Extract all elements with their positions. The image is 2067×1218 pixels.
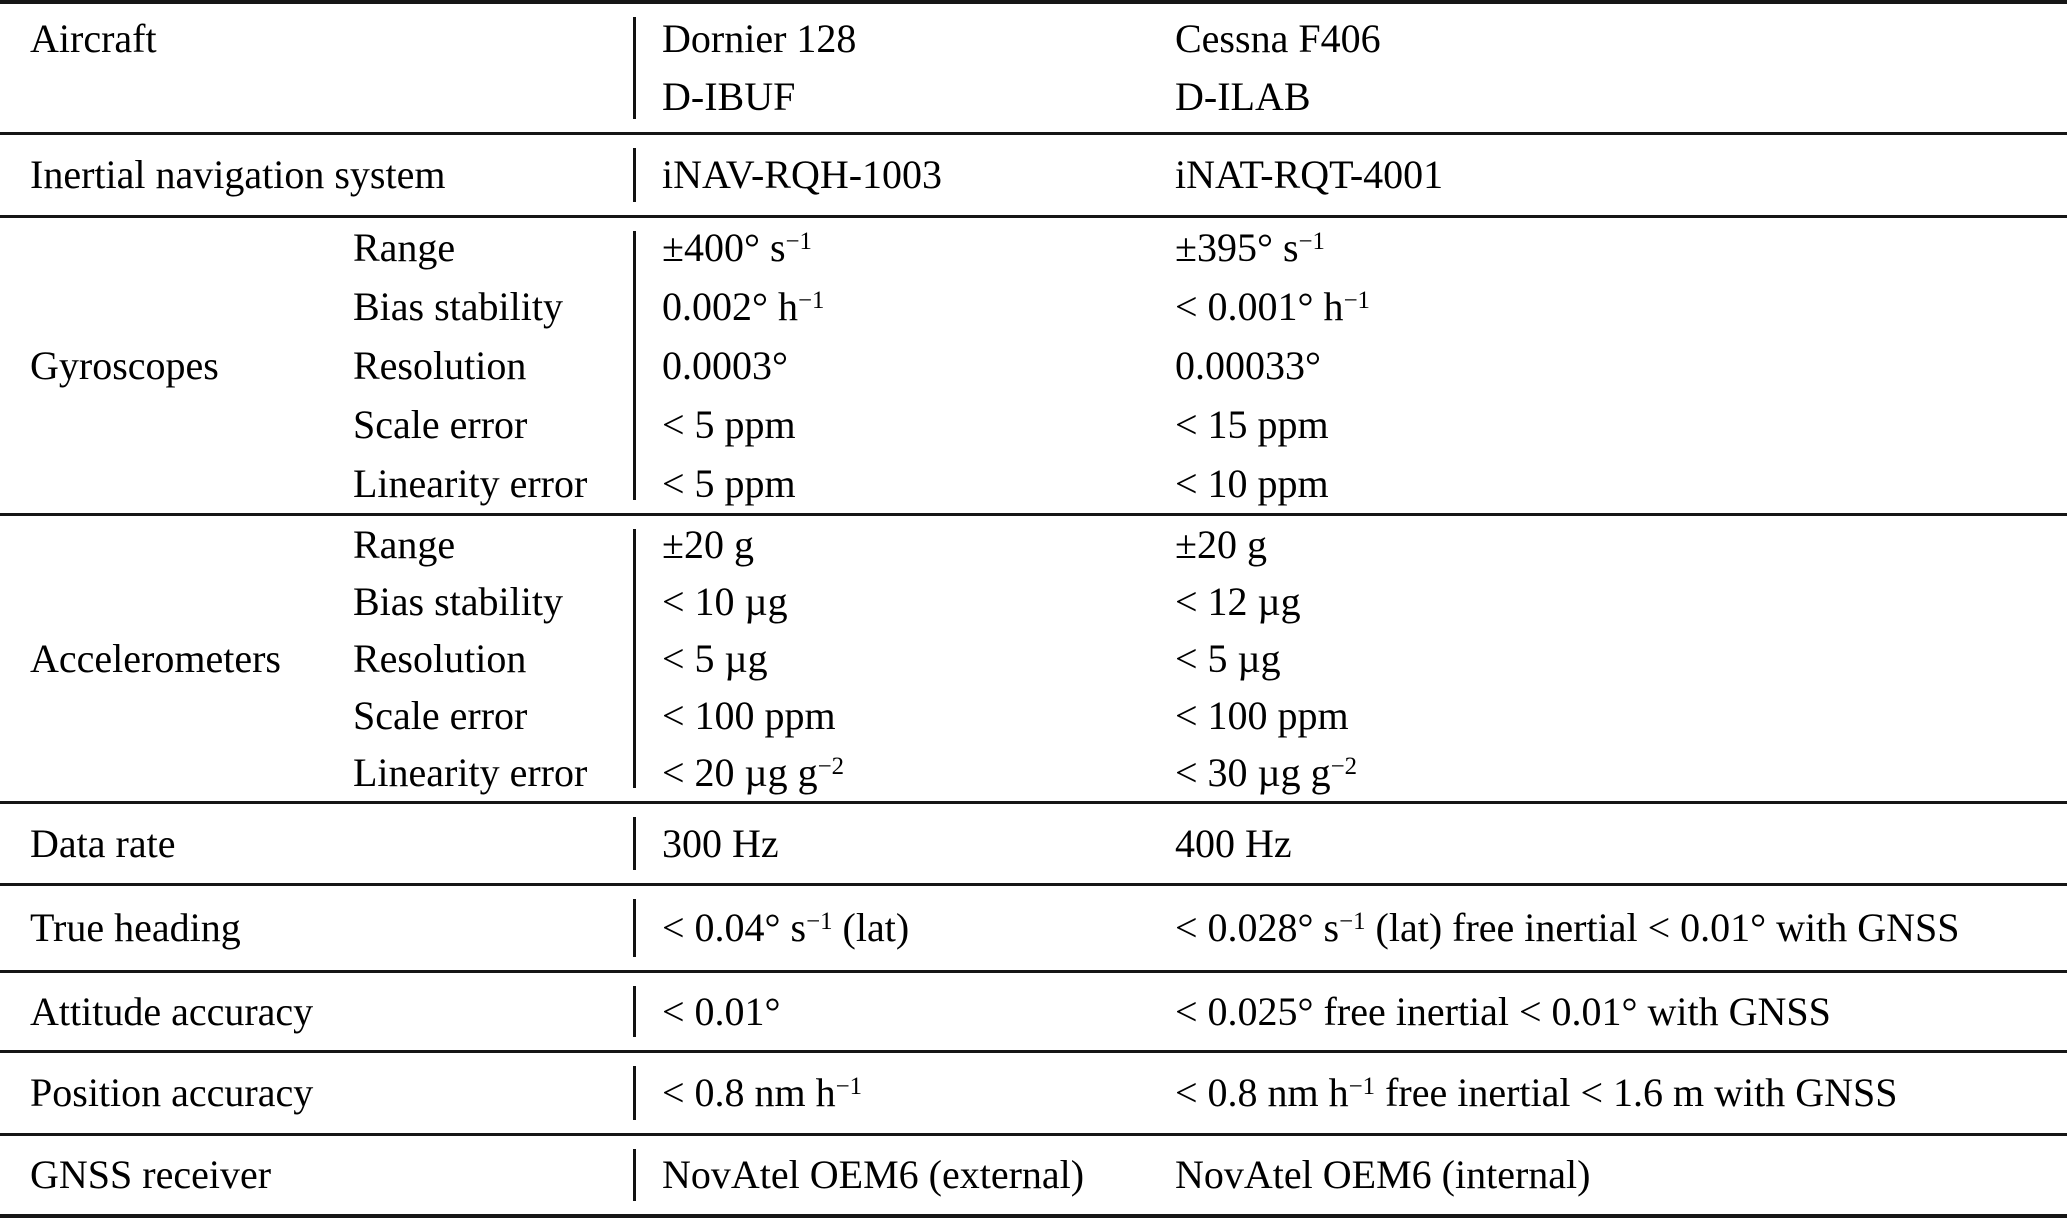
- dornier-value: < 0.04° $s^{-1}$ (lat): [662, 905, 910, 950]
- row-true-heading: [0, 883, 2067, 970]
- spec-value-cessna: ±395° $s^{-1}$: [1175, 225, 1325, 270]
- row-label: [0, 630, 353, 687]
- cessna-values: [1175, 218, 2067, 513]
- spec-value-dornier: < 10 µg: [662, 579, 788, 624]
- row-label: [0, 1146, 353, 1204]
- spec-param: Resolution: [353, 636, 527, 681]
- row-label-text: Accelerometers: [30, 636, 281, 681]
- row-label: [0, 899, 353, 957]
- row-gnss-receiver: [0, 1133, 2067, 1214]
- dornier-value: 300 Hz: [662, 820, 779, 866]
- table-rows: [0, 4, 2067, 1214]
- spec-value-dornier: < 20 µg $g^{-2}$: [662, 750, 844, 795]
- spec-value-cessna: < 30 µg $g^{-2}$: [1175, 750, 1357, 795]
- spec-value-cessna: < 15 ppm: [1175, 402, 1329, 447]
- dornier-value-cell: [633, 815, 1175, 873]
- cessna-value: < 0.028° $s^{-1}$ (lat) free inertial < 0.01° with GNSS: [1175, 905, 1960, 950]
- spec-value-cessna: < 10 ppm: [1175, 461, 1329, 506]
- cessna-value-cell: [1175, 1064, 2067, 1122]
- spec-value-dornier: ±20 g: [662, 522, 754, 567]
- spec-value-cessna: 0.00033°: [1175, 343, 1321, 388]
- spec-params: [353, 516, 633, 801]
- spec-param: Scale error: [353, 693, 528, 738]
- cessna-value-cell: [1175, 815, 2067, 873]
- row-label-text: GNSS receiver: [30, 1152, 272, 1197]
- spec-param: Range: [353, 522, 456, 567]
- cessna-value-cell: [1175, 983, 2067, 1041]
- row-attitude-accuracy: [0, 970, 2067, 1050]
- spec-value-dornier: < 100 ppm: [662, 693, 836, 738]
- spec-value-dornier: < 5 ppm: [662, 402, 796, 447]
- dornier-value: NovAtel OEM6 (external): [662, 1152, 1085, 1197]
- row-label-text: True heading: [30, 905, 241, 950]
- row-label-text: Data rate: [30, 820, 176, 866]
- dornier-value-cell: [633, 1146, 1175, 1204]
- spec-value-cessna: < 5 µg: [1175, 636, 1281, 681]
- dornier-aircraft-cell: [633, 4, 1175, 126]
- dornier-values: [633, 516, 1175, 801]
- cessna-value: < 0.025° free inertial < 0.01° with GNSS: [1175, 988, 1831, 1034]
- spec-params: [353, 218, 633, 513]
- row-position-accuracy: [0, 1050, 2067, 1133]
- row-label-text: Gyroscopes: [30, 343, 219, 388]
- cessna-value-cell: [1175, 146, 2067, 204]
- row-label-text: Attitude accuracy: [30, 988, 314, 1034]
- spec-param: Linearity error: [353, 750, 588, 795]
- dornier-value: iNAV-RQH-1003: [662, 152, 943, 197]
- spec-value-dornier: < 5 µg: [662, 636, 768, 681]
- spec-value-dornier: ±400° $s^{-1}$: [662, 225, 812, 270]
- row-label-text: Inertial navigation system: [30, 152, 446, 197]
- dornier-value: < 0.01°: [662, 988, 781, 1034]
- row-inertial-navigation-system: [0, 132, 2067, 215]
- dornier-value-cell: [633, 146, 1175, 204]
- cessna-value: 400 Hz: [1175, 820, 1292, 866]
- spacer-cell: [353, 4, 633, 10]
- aircraft-line: D-IBUF: [662, 74, 796, 119]
- spec-value-dornier: 0.0003°: [662, 343, 788, 388]
- spec-param: Bias stability: [353, 284, 563, 329]
- row-label: [0, 815, 353, 873]
- dornier-value-cell: [633, 983, 1175, 1041]
- row-aircraft: [0, 4, 2067, 132]
- row-label: [0, 336, 353, 395]
- spec-value-cessna: < 100 ppm: [1175, 693, 1349, 738]
- spec-param: Range: [353, 225, 456, 270]
- cessna-aircraft-cell: [1175, 4, 2067, 126]
- dornier-value: < 0.8 nm $h^{-1}$: [662, 1070, 863, 1115]
- row-label: [0, 1064, 353, 1122]
- row-data-rate: [0, 801, 2067, 883]
- row-gyroscopes: [0, 215, 2067, 513]
- cessna-value-cell: [1175, 899, 2067, 957]
- row-label: [0, 983, 353, 1041]
- aircraft-line: Cessna F406: [1175, 16, 1381, 61]
- spec-param: Bias stability: [353, 579, 563, 624]
- cessna-value: iNAT-RQT-4001: [1175, 152, 1444, 197]
- row-label: [0, 4, 353, 68]
- spec-value-cessna: ±20 g: [1175, 522, 1267, 567]
- spec-value-cessna: < 12 µg: [1175, 579, 1301, 624]
- spec-param: Linearity error: [353, 461, 588, 506]
- spec-param: Resolution: [353, 343, 527, 388]
- dornier-value-cell: [633, 1064, 1175, 1122]
- cessna-values: [1175, 516, 2067, 801]
- spec-param: Scale error: [353, 402, 528, 447]
- row-label-text: Aircraft: [30, 16, 157, 61]
- cessna-value-cell: [1175, 1146, 2067, 1204]
- aircraft-line: D-ILAB: [1175, 74, 1311, 119]
- spec-value-dornier: 0.002° $h^{-1}$: [662, 284, 825, 329]
- cessna-value: < 0.8 nm $h^{-1}$ free inertial < 1.6 m with GNSS: [1175, 1070, 1898, 1115]
- cessna-value: NovAtel OEM6 (internal): [1175, 1152, 1591, 1197]
- row-label: [0, 146, 446, 204]
- spec-value-dornier: < 5 ppm: [662, 461, 796, 506]
- dornier-value-cell: [633, 899, 1175, 957]
- aircraft-line: Dornier 128: [662, 16, 857, 61]
- spec-value-cessna: < 0.001° $h^{-1}$: [1175, 284, 1370, 329]
- dornier-values: [633, 218, 1175, 513]
- row-accelerometers: [0, 513, 2067, 801]
- row-label-text: Position accuracy: [30, 1070, 314, 1115]
